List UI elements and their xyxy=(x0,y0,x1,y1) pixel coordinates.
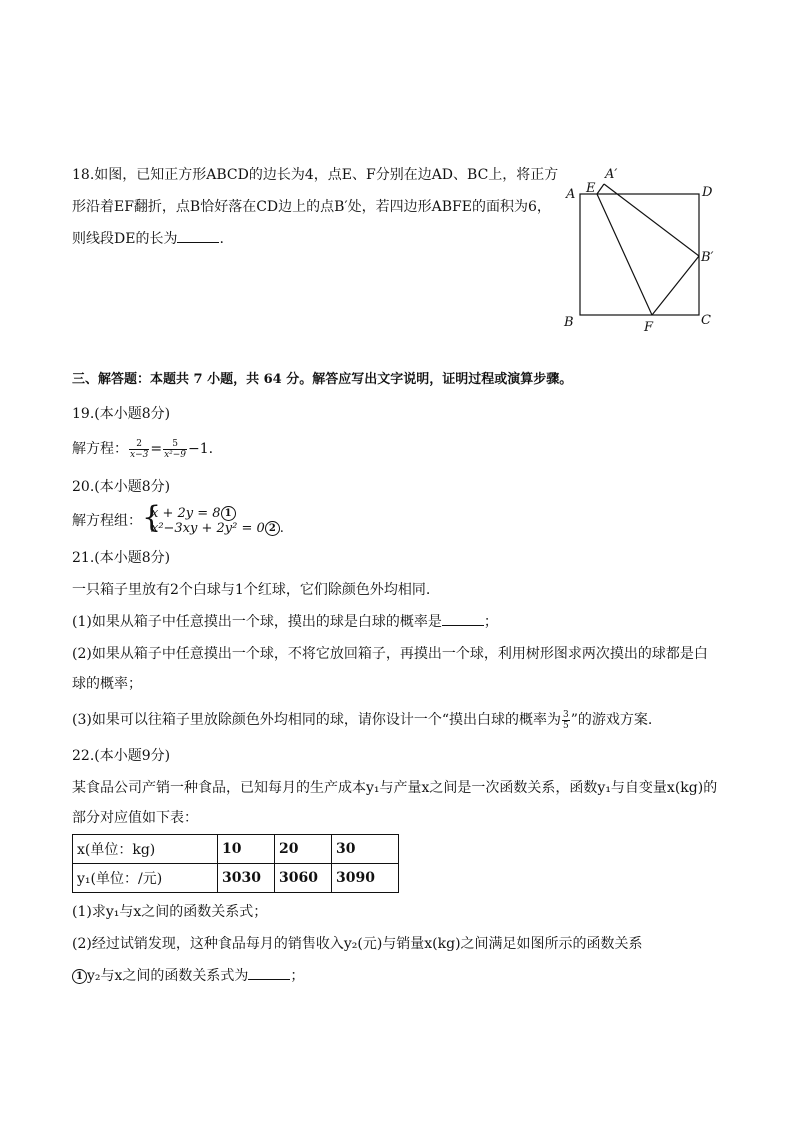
table-cell: 3030 xyxy=(218,864,275,893)
q18-line1: 18.如图，已知正方形ABCD的边长为4，点E、F分别在边AD、BC上，将正方 xyxy=(72,167,559,183)
section-heading: 三、解答题：本题共 7 小题，共 64 分。解答应写出文字说明，证明过程或演算步骤。 xyxy=(72,372,573,387)
q19-header: 19.(本小题8分) xyxy=(72,406,171,422)
q20-header: 20.(本小题8分) xyxy=(72,479,171,495)
q18-line3-end: . xyxy=(219,231,224,247)
answer-blank xyxy=(177,230,219,243)
q21-part2-line1: (2)如果从箱子中任意摸出一个球，不将它放回箱子，再摸出一个球，利用树形图求两次摸出的球都是白 xyxy=(72,646,708,662)
fraction-2-over-x-minus-3: $\frac{2}{x-3}$ xyxy=(130,438,149,460)
segment-ea-prime xyxy=(597,184,604,194)
q22-part2-sub1: 1 y₂与x之间的函数关系式为 ； xyxy=(72,966,304,986)
segment-a-prime-b-prime xyxy=(604,184,699,256)
table-cell: 3090 xyxy=(332,864,399,893)
table-cell: 3060 xyxy=(275,864,332,893)
circled-2-marker: 2 xyxy=(265,521,280,536)
table-row xyxy=(73,835,399,864)
q18-line2: 形沿着EF翻折，点B恰好落在CD边上的点B′处，若四边形ABFE的面积为6， xyxy=(72,199,551,215)
q22-part1: (1)求y₁与x之间的函数关系式； xyxy=(72,904,268,920)
table-cell: y₁(单位：/元) xyxy=(73,864,218,893)
q22-intro-line2: 部分对应值如下表： xyxy=(72,810,198,826)
q21-part3: (3)如果可以往箱子里放除颜色外均相同的球，请你设计一个“摸出白球的概率为 $\frac{3}{5}$ ”的游戏方案. xyxy=(72,709,653,731)
square-fold-figure xyxy=(560,160,730,340)
q21-part2-line2: 球的概率； xyxy=(72,676,142,692)
q18-line3 xyxy=(72,229,224,249)
label-a: A xyxy=(566,187,576,202)
label-e: E xyxy=(586,181,596,196)
q18-line3-text: 则线段DE的长为 xyxy=(72,231,178,247)
system-eq2: x²−3xy + 2y² = 0 2 . xyxy=(151,521,284,536)
table-cell: x(单位：kg) xyxy=(73,835,218,864)
fraction-3-over-5: $\frac{3}{5}$ xyxy=(563,709,569,731)
q20-label: 解方程组： xyxy=(72,513,142,529)
label-f: F xyxy=(644,320,654,335)
square-abcd xyxy=(580,194,699,315)
system-eq1: x + 2y = 8 1 xyxy=(151,506,284,521)
q19-equation xyxy=(72,436,213,462)
equals-sign: = xyxy=(150,441,163,457)
equation-system xyxy=(142,500,284,536)
fold-line-ef xyxy=(597,194,652,315)
table-cell: 30 xyxy=(332,835,399,864)
q22-intro-line1: 某食品公司产销一种食品，已知每月的生产成本y₁与产量x之间是一次函数关系，函数y₁与自变量x(kg)的 xyxy=(72,780,718,796)
segment-fb-prime xyxy=(652,256,699,315)
circled-1-marker: 1 xyxy=(221,506,236,521)
q19-tail: −1. xyxy=(188,441,214,457)
label-b-prime: B′ xyxy=(701,250,714,265)
table-row xyxy=(73,864,399,893)
label-b: B xyxy=(564,315,574,330)
label-c: C xyxy=(701,313,711,328)
label-a-prime: A′ xyxy=(605,167,618,182)
q19-label: 解方程： xyxy=(72,441,128,457)
value-table xyxy=(72,834,399,893)
answer-blank xyxy=(248,967,290,980)
brace-symbol: { xyxy=(142,500,162,535)
circled-1-marker: 1 xyxy=(72,969,87,984)
q22-header: 22.(本小题9分) xyxy=(72,748,171,764)
label-d: D xyxy=(702,185,713,200)
q21-part1: (1)如果从箱子中任意摸出一个球，摸出的球是白球的概率是 ； xyxy=(72,614,498,630)
q20-system xyxy=(72,500,284,536)
answer-blank xyxy=(442,613,484,626)
fraction-5-over-x2-minus-9: $\frac{5}{\text{x²−9}}$ xyxy=(164,438,187,460)
q21-header: 21.(本小题8分) xyxy=(72,550,171,566)
table-cell: 20 xyxy=(275,835,332,864)
q22-part2: (2)经过试销发现，这种食品每月的销售收入y₂(元)与销量x(kg)之间满足如图所示的函数关系 xyxy=(72,936,643,952)
q21-intro: 一只箱子里放有2个白球与1个红球，它们除颜色外均相同. xyxy=(72,582,431,598)
table-cell: 10 xyxy=(218,835,275,864)
